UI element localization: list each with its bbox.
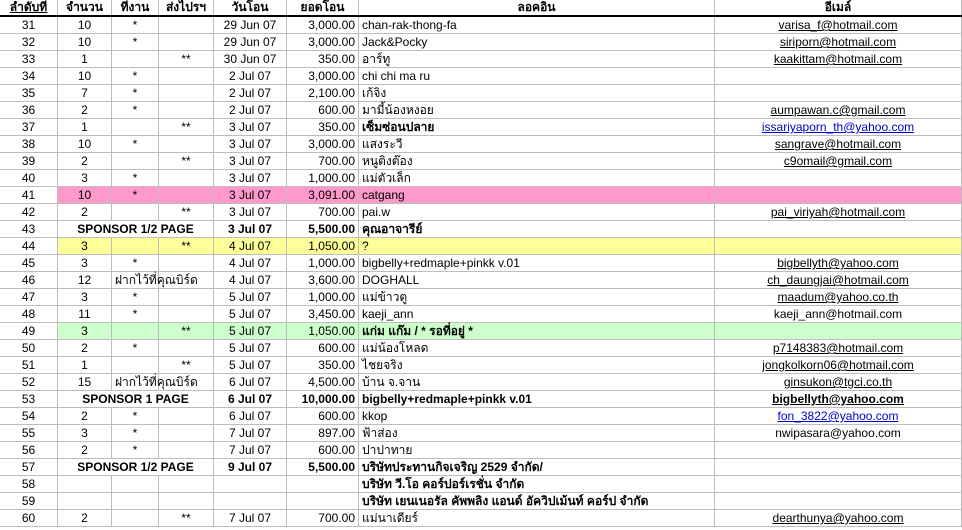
cell-qty[interactable] [58, 476, 112, 493]
cell-qty[interactable]: 10 [58, 187, 112, 204]
cell-event[interactable]: * [112, 255, 159, 272]
cell-seq[interactable]: 53 [0, 391, 58, 408]
cell-email[interactable]: bigbellyth@yahoo.com [715, 391, 962, 408]
cell-date[interactable]: 3 Jul 07 [214, 136, 287, 153]
cell-post[interactable] [159, 16, 214, 34]
column-header-email[interactable]: อีเมล์ [715, 0, 962, 16]
table-row [0, 119, 962, 136]
cell-email[interactable] [715, 68, 962, 85]
cell-seq[interactable]: 50 [0, 340, 58, 357]
cell-email[interactable]: pai_viriyah@hotmail.com [715, 204, 962, 221]
table-row [0, 493, 962, 510]
cell-amount[interactable] [287, 476, 359, 493]
cell-event[interactable]: ฝากไว้ที่คุณบิร์ด [112, 374, 159, 391]
cell-sponsor[interactable]: SPONSOR 1/2 PAGE [58, 459, 214, 476]
cell-event[interactable] [112, 119, 159, 136]
cell-qty[interactable]: 12 [58, 272, 112, 289]
cell-seq[interactable]: 39 [0, 153, 58, 170]
cell-login[interactable]: บริษัท วี.โอ คอร์ปอร์เรชั่น จำกัด [359, 476, 715, 493]
cell-date[interactable]: 6 Jul 07 [214, 408, 287, 425]
cell-event[interactable] [112, 493, 159, 510]
cell-date[interactable]: 3 Jul 07 [214, 221, 287, 238]
cell-amount[interactable]: 350.00 [287, 357, 359, 374]
cell-post[interactable] [159, 85, 214, 102]
cell-qty[interactable]: 3 [58, 323, 112, 340]
cell-sponsor[interactable]: SPONSOR 1 PAGE [58, 391, 214, 408]
cell-date[interactable]: 6 Jul 07 [214, 374, 287, 391]
cell-seq[interactable]: 33 [0, 51, 58, 68]
cell-email[interactable] [715, 476, 962, 493]
cell-post[interactable] [159, 340, 214, 357]
cell-email[interactable]: jongkolkorn06@hotmail.com [715, 357, 962, 374]
cell-login[interactable]: chan-rak-thong-fa [359, 16, 715, 34]
cell-date[interactable] [214, 493, 287, 510]
cell-date[interactable]: 3 Jul 07 [214, 204, 287, 221]
cell-amount[interactable]: 700.00 [287, 510, 359, 527]
cell-post[interactable] [159, 408, 214, 425]
cell-seq[interactable]: 52 [0, 374, 58, 391]
table-row [0, 255, 962, 272]
column-header-event[interactable]: ที่งาน [112, 0, 159, 16]
column-header-login[interactable]: ลอคอิน [359, 0, 715, 16]
cell-amount[interactable]: 1,000.00 [287, 289, 359, 306]
cell-seq[interactable]: 56 [0, 442, 58, 459]
cell-seq[interactable]: 55 [0, 425, 58, 442]
cell-event[interactable]: * [112, 425, 159, 442]
cell-qty[interactable]: 2 [58, 204, 112, 221]
cell-seq[interactable]: 41 [0, 187, 58, 204]
cell-login[interactable]: ? [359, 238, 715, 255]
cell-email[interactable] [715, 187, 962, 204]
cell-amount[interactable]: 897.00 [287, 425, 359, 442]
cell-date[interactable]: 3 Jul 07 [214, 170, 287, 187]
cell-date[interactable]: 30 Jun 07 [214, 51, 287, 68]
table-row [0, 153, 962, 170]
cell-seq[interactable]: 51 [0, 357, 58, 374]
cell-event[interactable]: * [112, 16, 159, 34]
table-row [0, 340, 962, 357]
cell-email[interactable]: ginsukon@tgci.co.th [715, 374, 962, 391]
cell-post[interactable] [159, 306, 214, 323]
cell-date[interactable]: 2 Jul 07 [214, 85, 287, 102]
cell-login[interactable]: pai.w [359, 204, 715, 221]
cell-login[interactable]: bigbelly+redmaple+pinkk v.01 [359, 391, 715, 408]
column-header-seq[interactable]: ลำดับที่ [0, 0, 58, 16]
cell-amount[interactable]: 600.00 [287, 442, 359, 459]
table-row [0, 289, 962, 306]
cell-email[interactable]: c9omail@gmail.com [715, 153, 962, 170]
cell-email[interactable]: sangrave@hotmail.com [715, 136, 962, 153]
cell-event[interactable]: * [112, 408, 159, 425]
cell-qty[interactable]: 3 [58, 255, 112, 272]
cell-login[interactable]: chi chi ma ru [359, 68, 715, 85]
cell-event[interactable] [112, 476, 159, 493]
cell-event[interactable] [112, 51, 159, 68]
cell-post[interactable] [159, 68, 214, 85]
cell-seq[interactable]: 43 [0, 221, 58, 238]
cell-qty[interactable]: 2 [58, 510, 112, 527]
cell-email[interactable]: fon_3822@yahoo.com [715, 408, 962, 425]
cell-qty[interactable]: 2 [58, 340, 112, 357]
cell-event[interactable]: * [112, 340, 159, 357]
cell-login[interactable]: kaeji_ann [359, 306, 715, 323]
table-row [0, 221, 962, 238]
cell-qty[interactable]: 7 [58, 85, 112, 102]
cell-amount[interactable]: 3,000.00 [287, 34, 359, 51]
cell-event[interactable] [112, 357, 159, 374]
cell-login[interactable]: bigbelly+redmaple+pinkk v.01 [359, 255, 715, 272]
cell-qty[interactable]: 1 [58, 119, 112, 136]
cell-email[interactable]: maadum@yahoo.co.th [715, 289, 962, 306]
cell-event[interactable]: * [112, 102, 159, 119]
cell-seq[interactable]: 57 [0, 459, 58, 476]
cell-date[interactable]: 5 Jul 07 [214, 340, 287, 357]
cell-login[interactable]: DOGHALL [359, 272, 715, 289]
cell-login[interactable]: Jack&Pocky [359, 34, 715, 51]
cell-amount[interactable]: 1,050.00 [287, 323, 359, 340]
cell-email[interactable]: kaakittam@hotmail.com [715, 51, 962, 68]
cell-date[interactable]: 7 Jul 07 [214, 442, 287, 459]
cell-email[interactable]: nwipasara@yahoo.com [715, 425, 962, 442]
cell-date[interactable]: 7 Jul 07 [214, 510, 287, 527]
cell-qty[interactable]: 2 [58, 102, 112, 119]
cell-qty[interactable]: 3 [58, 238, 112, 255]
cell-email[interactable] [715, 221, 962, 238]
cell-email[interactable]: p7148383@hotmail.com [715, 340, 962, 357]
table-row [0, 476, 962, 493]
table-row [0, 306, 962, 323]
cell-post[interactable] [159, 289, 214, 306]
column-header-amount[interactable]: ยอดโอน [287, 0, 359, 16]
cell-login[interactable]: เซ็มซ่อนปลาย [359, 119, 715, 136]
cell-amount[interactable]: 700.00 [287, 153, 359, 170]
cell-seq[interactable]: 34 [0, 68, 58, 85]
cell-post[interactable] [159, 187, 214, 204]
cell-seq[interactable]: 37 [0, 119, 58, 136]
cell-login[interactable]: แม่น้องโหลด [359, 340, 715, 357]
cell-event[interactable] [112, 204, 159, 221]
cell-amount[interactable]: 3,600.00 [287, 272, 359, 289]
table-row [0, 68, 962, 85]
cell-event[interactable]: * [112, 68, 159, 85]
table-row [0, 136, 962, 153]
cell-login[interactable]: แสงระวี [359, 136, 715, 153]
cell-post[interactable] [159, 425, 214, 442]
cell-post[interactable] [159, 102, 214, 119]
cell-post[interactable] [159, 442, 214, 459]
cell-amount[interactable]: 5,500.00 [287, 459, 359, 476]
table-body [0, 16, 962, 527]
cell-post[interactable]: ** [159, 204, 214, 221]
column-header-post[interactable]: ส่งไปรฯ [159, 0, 214, 16]
cell-date[interactable]: 5 Jul 07 [214, 289, 287, 306]
cell-post[interactable] [159, 170, 214, 187]
table-row [0, 170, 962, 187]
cell-seq[interactable]: 38 [0, 136, 58, 153]
cell-event[interactable] [112, 323, 159, 340]
cell-amount[interactable]: 2,100.00 [287, 85, 359, 102]
cell-qty[interactable]: 2 [58, 153, 112, 170]
cell-login[interactable]: ไชยจริง [359, 357, 715, 374]
column-header-date[interactable]: วันโอน [214, 0, 287, 16]
cell-seq[interactable]: 45 [0, 255, 58, 272]
cell-qty[interactable]: 10 [58, 136, 112, 153]
cell-event[interactable]: * [112, 85, 159, 102]
cell-amount[interactable]: 5,500.00 [287, 221, 359, 238]
cell-amount[interactable]: 1,050.00 [287, 238, 359, 255]
cell-login[interactable]: แม่ตัวเล็ก [359, 170, 715, 187]
cell-amount[interactable]: 10,000.00 [287, 391, 359, 408]
cell-email[interactable]: siriporn@hotmail.com [715, 34, 962, 51]
cell-date[interactable]: 3 Jul 07 [214, 187, 287, 204]
table-row [0, 510, 962, 527]
cell-date[interactable]: 2 Jul 07 [214, 102, 287, 119]
cell-email[interactable]: kaeji_ann@hotmail.com [715, 306, 962, 323]
cell-login[interactable]: บริษัทประทานกิจเจริญ 2529 จำกัด/ [359, 459, 715, 476]
cell-login[interactable]: แม่ข้าวตู [359, 289, 715, 306]
cell-seq[interactable]: 31 [0, 16, 58, 34]
cell-seq[interactable]: 35 [0, 85, 58, 102]
cell-login[interactable]: คุณอาจารีย์ [359, 221, 715, 238]
cell-post[interactable]: ** [159, 323, 214, 340]
cell-amount[interactable]: 600.00 [287, 340, 359, 357]
cell-login[interactable]: บริษัท เยนเนอรัล คัพพลิง แอนด์ อัควิปเม้นท์ คอร์ป จำกัด [359, 493, 715, 510]
table-row [0, 323, 962, 340]
cell-login[interactable]: ฟ้าส่อง [359, 425, 715, 442]
cell-qty[interactable] [58, 493, 112, 510]
cell-post[interactable] [159, 34, 214, 51]
cell-post[interactable]: ** [159, 357, 214, 374]
cell-email[interactable] [715, 238, 962, 255]
cell-post[interactable] [159, 255, 214, 272]
cell-qty[interactable]: 11 [58, 306, 112, 323]
cell-login[interactable]: เก้จิง [359, 85, 715, 102]
cell-date[interactable]: 4 Jul 07 [214, 272, 287, 289]
cell-event[interactable]: * [112, 442, 159, 459]
cell-event[interactable] [112, 238, 159, 255]
column-header-qty[interactable]: จำนวน [58, 0, 112, 16]
cell-email[interactable] [715, 459, 962, 476]
table-row [0, 102, 962, 119]
cell-post[interactable]: ** [159, 510, 214, 527]
cell-qty[interactable]: 3 [58, 425, 112, 442]
cell-date[interactable]: 29 Jun 07 [214, 34, 287, 51]
cell-qty[interactable]: 15 [58, 374, 112, 391]
cell-seq[interactable]: 54 [0, 408, 58, 425]
table-row [0, 459, 962, 476]
cell-email[interactable]: issariyaporn_th@yahoo.com [715, 119, 962, 136]
cell-date[interactable]: 4 Jul 07 [214, 255, 287, 272]
cell-seq[interactable]: 46 [0, 272, 58, 289]
table-row [0, 16, 962, 34]
cell-email[interactable] [715, 493, 962, 510]
cell-amount[interactable]: 1,000.00 [287, 255, 359, 272]
cell-email[interactable]: bigbellyth@yahoo.com [715, 255, 962, 272]
header-row [0, 0, 962, 16]
cell-post[interactable] [159, 476, 214, 493]
cell-login[interactable]: catgang [359, 187, 715, 204]
cell-amount[interactable]: 1,000.00 [287, 170, 359, 187]
cell-seq[interactable]: 47 [0, 289, 58, 306]
cell-amount[interactable]: 4,500.00 [287, 374, 359, 391]
cell-amount[interactable] [287, 493, 359, 510]
cell-post[interactable]: ** [159, 153, 214, 170]
cell-qty[interactable]: 2 [58, 408, 112, 425]
cell-seq[interactable]: 58 [0, 476, 58, 493]
cell-date[interactable]: 29 Jun 07 [214, 16, 287, 34]
table-row [0, 238, 962, 255]
cell-login[interactable]: อาร์ทู [359, 51, 715, 68]
cell-seq[interactable]: 44 [0, 238, 58, 255]
cell-sponsor[interactable]: SPONSOR 1/2 PAGE [58, 221, 214, 238]
cell-date[interactable]: 3 Jul 07 [214, 153, 287, 170]
cell-email[interactable]: dearthunya@yahoo.com [715, 510, 962, 527]
cell-amount[interactable]: 3,000.00 [287, 16, 359, 34]
cell-qty[interactable]: 2 [58, 442, 112, 459]
cell-seq[interactable]: 49 [0, 323, 58, 340]
table-row [0, 374, 962, 391]
cell-amount[interactable]: 700.00 [287, 204, 359, 221]
cell-event[interactable]: * [112, 34, 159, 51]
cell-amount[interactable]: 600.00 [287, 102, 359, 119]
cell-post[interactable] [159, 136, 214, 153]
cell-seq[interactable]: 40 [0, 170, 58, 187]
cell-amount[interactable]: 350.00 [287, 119, 359, 136]
cell-date[interactable]: 7 Jul 07 [214, 425, 287, 442]
cell-qty[interactable]: 1 [58, 51, 112, 68]
cell-amount[interactable]: 600.00 [287, 408, 359, 425]
cell-event[interactable]: * [112, 187, 159, 204]
cell-amount[interactable]: 3,000.00 [287, 68, 359, 85]
cell-login[interactable]: มามี้น้องหงอย [359, 102, 715, 119]
cell-qty[interactable]: 1 [58, 357, 112, 374]
table-row [0, 442, 962, 459]
cell-email[interactable] [715, 170, 962, 187]
cell-date[interactable]: 3 Jul 07 [214, 119, 287, 136]
cell-seq[interactable]: 48 [0, 306, 58, 323]
cell-date[interactable]: 6 Jul 07 [214, 391, 287, 408]
table-row [0, 51, 962, 68]
cell-email[interactable]: aumpawan.c@gmail.com [715, 102, 962, 119]
table-row [0, 408, 962, 425]
table-row [0, 357, 962, 374]
table-row [0, 34, 962, 51]
cell-seq[interactable]: 42 [0, 204, 58, 221]
cell-qty[interactable]: 3 [58, 170, 112, 187]
cell-login[interactable]: แก่ม แก๊ม / * รอที่อยู่ * [359, 323, 715, 340]
cell-event[interactable]: * [112, 289, 159, 306]
cell-email[interactable] [715, 85, 962, 102]
cell-qty[interactable]: 10 [58, 68, 112, 85]
cell-date[interactable] [214, 476, 287, 493]
cell-amount[interactable]: 350.00 [287, 51, 359, 68]
cell-seq[interactable]: 32 [0, 34, 58, 51]
cell-date[interactable]: 2 Jul 07 [214, 68, 287, 85]
cell-post[interactable]: ** [159, 238, 214, 255]
cell-login[interactable]: ปาปาทาย [359, 442, 715, 459]
cell-date[interactable]: 5 Jul 07 [214, 323, 287, 340]
cell-event[interactable]: * [112, 306, 159, 323]
cell-date[interactable]: 5 Jul 07 [214, 357, 287, 374]
cell-date[interactable]: 5 Jul 07 [214, 306, 287, 323]
cell-login[interactable]: หนูติงต๊อง [359, 153, 715, 170]
cell-event[interactable] [112, 510, 159, 527]
cell-post[interactable]: ** [159, 119, 214, 136]
cell-qty[interactable]: 10 [58, 16, 112, 34]
cell-date[interactable]: 4 Jul 07 [214, 238, 287, 255]
cell-login[interactable]: แม่นาเดียร์ [359, 510, 715, 527]
cell-qty[interactable]: 10 [58, 34, 112, 51]
cell-amount[interactable]: 3,450.00 [287, 306, 359, 323]
cell-amount[interactable]: 3,000.00 [287, 136, 359, 153]
cell-event[interactable]: ฝากไว้ที่คุณบิร์ด [112, 272, 159, 289]
table-row [0, 425, 962, 442]
table-row [0, 85, 962, 102]
cell-amount[interactable]: 3,091.00 [287, 187, 359, 204]
cell-seq[interactable]: 60 [0, 510, 58, 527]
table-row [0, 204, 962, 221]
cell-email[interactable]: ch_daungjai@hotmail.com [715, 272, 962, 289]
cell-email[interactable] [715, 323, 962, 340]
cell-post[interactable] [159, 493, 214, 510]
cell-login[interactable]: บ้าน จ.จาน [359, 374, 715, 391]
cell-email[interactable]: varisa_f@hotmail.com [715, 16, 962, 34]
cell-event[interactable]: * [112, 170, 159, 187]
cell-email[interactable] [715, 442, 962, 459]
table-row [0, 187, 962, 204]
cell-date[interactable]: 9 Jul 07 [214, 459, 287, 476]
cell-seq[interactable]: 36 [0, 102, 58, 119]
cell-seq[interactable]: 59 [0, 493, 58, 510]
cell-qty[interactable]: 3 [58, 289, 112, 306]
cell-event[interactable]: * [112, 136, 159, 153]
table-row [0, 391, 962, 408]
cell-post[interactable]: ** [159, 51, 214, 68]
table-row [0, 272, 962, 289]
cell-event[interactable] [112, 153, 159, 170]
cell-login[interactable]: kkop [359, 408, 715, 425]
